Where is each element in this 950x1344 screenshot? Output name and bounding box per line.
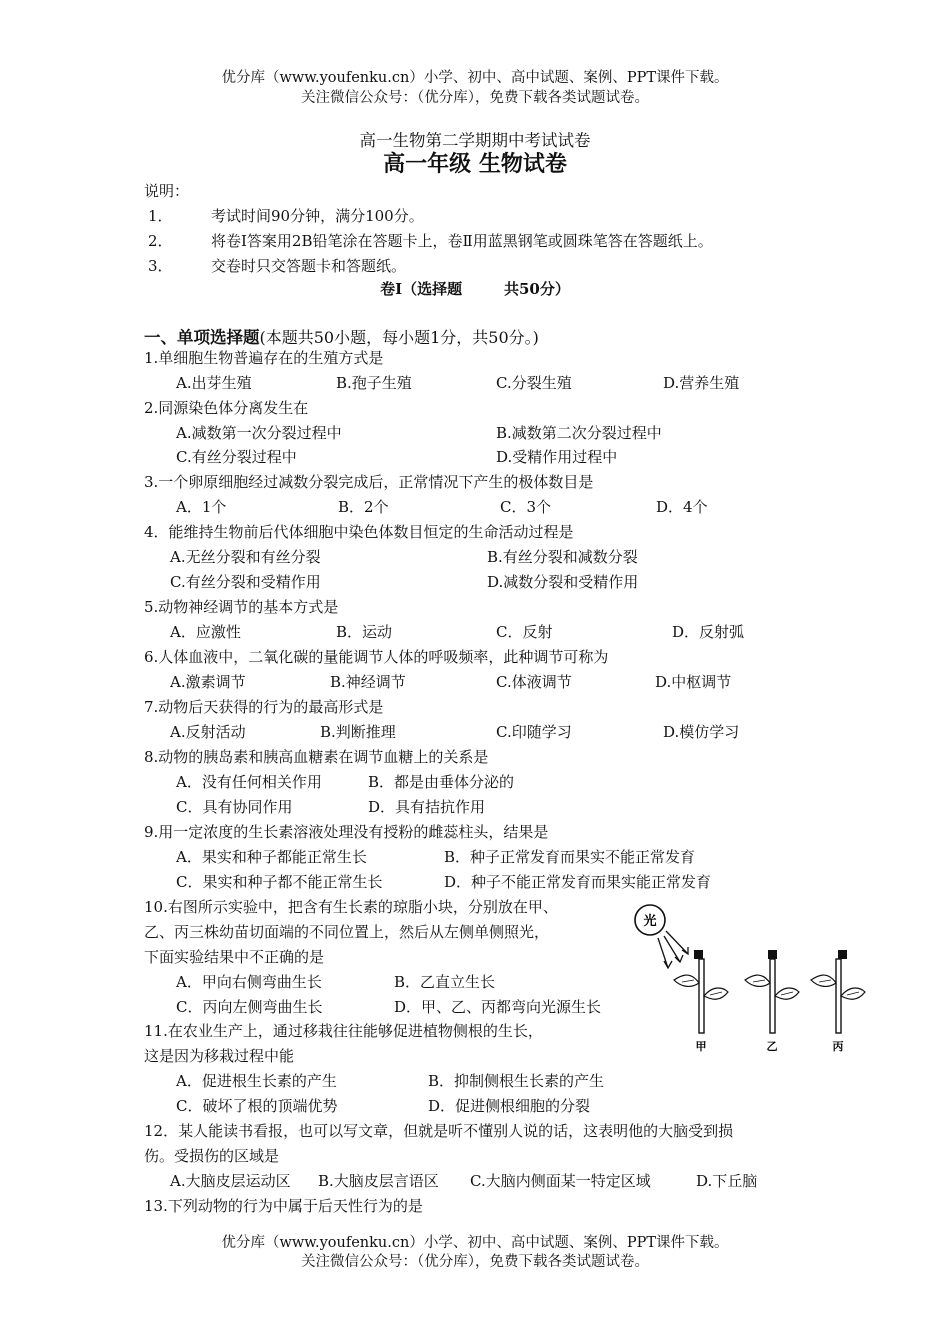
exam-subtitle: 高一生物第二学期期中考试试卷 bbox=[359, 131, 591, 150]
q7-option-d: D.模仿学习 bbox=[663, 723, 740, 741]
q12-option-b: B.大脑皮层言语区 bbox=[318, 1172, 439, 1190]
q4-option-c: C.有丝分裂和受精作用 bbox=[170, 573, 321, 591]
q1-option-a: A.出芽生殖 bbox=[176, 374, 252, 392]
agar-block-bing bbox=[838, 950, 847, 959]
q5-option-d: D．反射弧 bbox=[672, 623, 745, 641]
question-3-stem: 3.一个卵原细胞经过减数分裂完成后，正常情况下产生的极体数目是 bbox=[144, 473, 594, 491]
q5-option-b: B．运动 bbox=[336, 623, 393, 641]
q1-option-c: C.分裂生殖 bbox=[496, 374, 572, 392]
q2-option-c: C.有丝分裂过程中 bbox=[176, 448, 297, 466]
q5-option-c: C．反射 bbox=[496, 623, 553, 641]
q11-option-a: A．促进根生长素的产生 bbox=[176, 1072, 337, 1090]
instruction-num-2: 2． bbox=[148, 232, 173, 250]
plant-jia bbox=[674, 950, 728, 1053]
instruction-num-3: 3． bbox=[148, 257, 173, 275]
q8-option-b: B．都是由垂体分泌的 bbox=[368, 773, 515, 791]
q5-option-a: A．应激性 bbox=[170, 623, 241, 641]
plant-label-bing: 丙 bbox=[832, 1040, 844, 1053]
q10-option-b: B．乙直立生长 bbox=[394, 973, 496, 991]
q6-option-b: B.神经调节 bbox=[330, 673, 406, 691]
q3-option-b: B．2个 bbox=[338, 498, 389, 516]
q3-option-d: D．4个 bbox=[656, 498, 708, 516]
q4-option-a: A.无丝分裂和有丝分裂 bbox=[170, 548, 321, 566]
q2-option-a: A.减数第一次分裂过程中 bbox=[176, 424, 342, 442]
question-6-stem: 6.人体血液中，二氧化碳的量能调节人体的呼吸频率，此种调节可称为 bbox=[144, 648, 609, 666]
q11-option-d: D．促进侧根细胞的分裂 bbox=[428, 1097, 591, 1115]
question-2-stem: 2.同源染色体分离发生在 bbox=[144, 399, 309, 417]
plant-label-jia: 甲 bbox=[695, 1040, 707, 1053]
q7-option-c: C.印随学习 bbox=[496, 723, 572, 741]
page-footer-line1: 优分库（www.youfenku.cn）小学、初中、高中试题、案例、PPT课件下载。 bbox=[221, 1235, 729, 1251]
q6-option-c: C.体液调节 bbox=[496, 673, 572, 691]
instruction-num-1: 1． bbox=[148, 207, 173, 225]
question-12-stem-line1: 12．某人能读书看报，也可以写文章，但就是听不懂别人说的话，这表明他的大脑受到损 bbox=[144, 1122, 734, 1140]
q1-option-b: B.孢子生殖 bbox=[336, 374, 412, 392]
q10-option-c: C．丙向左侧弯曲生长 bbox=[176, 998, 323, 1016]
section1-title: 一、单项选择题 bbox=[144, 328, 260, 347]
q8-option-c: C．具有协同作用 bbox=[176, 798, 293, 816]
q12-option-c: C.大脑内侧面某一特定区域 bbox=[470, 1172, 651, 1190]
q6-option-d: D.中枢调节 bbox=[655, 673, 732, 691]
instructions-label: 说明： bbox=[144, 182, 190, 200]
page-footer-line2: 关注微信公众号：（优分库），免费下载各类试题试卷。 bbox=[301, 1254, 649, 1270]
part1-title: 卷Ⅰ（选择题 共50分） bbox=[380, 280, 570, 298]
seedling-diagram bbox=[628, 898, 880, 1054]
q6-option-a: A.激素调节 bbox=[170, 673, 246, 691]
q7-option-a: A.反射活动 bbox=[170, 723, 246, 741]
question-10-stem-line3: 下面实验结果中不正确的是 bbox=[144, 948, 325, 966]
q3-option-c: C．3个 bbox=[500, 498, 552, 516]
plant-bing bbox=[811, 950, 865, 1053]
q12-option-d: D.下丘脑 bbox=[696, 1172, 758, 1190]
question-4-stem: 4．能维持生物前后代体细胞中染色体数目恒定的生命活动过程是 bbox=[144, 523, 574, 541]
q10-option-d: D．甲、乙、丙都弯向光源生长 bbox=[394, 998, 602, 1016]
q11-option-b: B．抑制侧根生长素的产生 bbox=[428, 1072, 605, 1090]
question-13-stem: 13.下列动物的行为中属于后天性行为的是 bbox=[144, 1197, 423, 1215]
question-11-stem-line1: 11.在农业生产上，通过移栽往往能够促进植物侧根的生长， bbox=[144, 1022, 543, 1040]
q3-option-a: A．1个 bbox=[176, 498, 227, 516]
light-arrows bbox=[658, 931, 688, 968]
plant-yi bbox=[745, 950, 799, 1053]
question-10-stem-line1: 10.右图所示实验中，把含有生长素的琼脂小块，分别放在甲、 bbox=[144, 898, 558, 916]
question-7-stem: 7.动物后天获得的行为的最高形式是 bbox=[144, 698, 384, 716]
instruction-text-1: 考试时间90分钟，满分100分。 bbox=[211, 207, 424, 225]
question-8-stem: 8.动物的胰岛素和胰高血糖素在调节血糖上的关系是 bbox=[144, 748, 489, 766]
question-11-stem-line2: 这是因为移栽过程中能 bbox=[144, 1047, 295, 1065]
q8-option-d: D．具有拮抗作用 bbox=[368, 798, 486, 816]
q4-option-b: B.有丝分裂和减数分裂 bbox=[487, 548, 638, 566]
instruction-text-3: 交卷时只交答题卡和答题纸。 bbox=[211, 257, 407, 275]
q4-option-d: D.减数分裂和受精作用 bbox=[487, 573, 639, 591]
exam-title: 高一年级 生物试卷 bbox=[383, 152, 567, 177]
plant-label-yi: 乙 bbox=[766, 1040, 778, 1053]
q9-option-c: C．果实和种子都不能正常生长 bbox=[176, 873, 383, 891]
section1-heading bbox=[144, 324, 539, 348]
page-header-line2: 关注微信公众号：（优分库），免费下载各类试题试卷。 bbox=[301, 90, 649, 106]
question-9-stem: 9.用一定浓度的生长素溶液处理没有授粉的雌蕊柱头，结果是 bbox=[144, 823, 549, 841]
q2-option-b: B.减数第二次分裂过程中 bbox=[496, 424, 662, 442]
light-label: 光 bbox=[643, 914, 657, 929]
agar-block-yi bbox=[768, 950, 777, 959]
q9-option-b: B．种子正常发育而果实不能正常发育 bbox=[444, 848, 696, 866]
q9-option-a: A．果实和种子都能正常生长 bbox=[176, 848, 367, 866]
seedling-experiment-figure bbox=[628, 898, 880, 1054]
instruction-text-2: 将卷Ⅰ答案用2B铅笔涂在答题卡上，卷Ⅱ用蓝黑钢笔或圆珠笔答在答题纸上。 bbox=[211, 232, 713, 250]
q7-option-b: B.判断推理 bbox=[320, 723, 396, 741]
page-header-line1: 优分库（www.youfenku.cn）小学、初中、高中试题、案例、PPT课件下载。 bbox=[221, 70, 729, 86]
question-1-stem: 1.单细胞生物普遍存在的生殖方式是 bbox=[144, 349, 384, 367]
question-5-stem: 5.动物神经调节的基本方式是 bbox=[144, 598, 339, 616]
agar-block-jia bbox=[694, 950, 703, 959]
q8-option-a: A．没有任何相关作用 bbox=[176, 773, 322, 791]
section1-note: (本题共50小题，每小题1分，共50分。) bbox=[259, 328, 539, 347]
q10-option-a: A．甲向右侧弯曲生长 bbox=[176, 973, 322, 991]
q1-option-d: D.营养生殖 bbox=[663, 374, 740, 392]
q9-option-d: D．种子不能正常发育而果实能正常发育 bbox=[444, 873, 712, 891]
q2-option-d: D.受精作用过程中 bbox=[496, 448, 618, 466]
question-12-stem-line2: 伤。受损伤的区域是 bbox=[144, 1147, 280, 1165]
q12-option-a: A.大脑皮层运动区 bbox=[170, 1172, 291, 1190]
q11-option-c: C．破坏了根的顶端优势 bbox=[176, 1097, 338, 1115]
question-10-stem-line2: 乙、丙三株幼苗切面端的不同位置上，然后从左侧单侧照光， bbox=[144, 923, 550, 941]
